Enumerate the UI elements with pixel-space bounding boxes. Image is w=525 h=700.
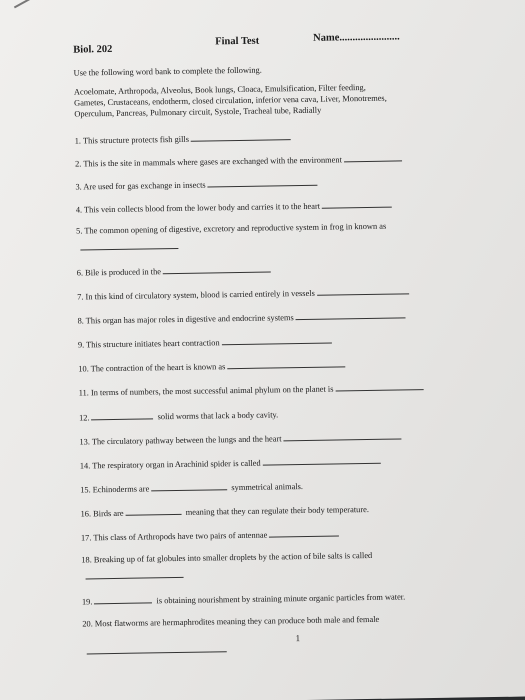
- question-3: [75, 176, 319, 192]
- question-text: 18. Breaking up of fat globules into smaller droplets by the action of bile salts is called: [81, 550, 373, 565]
- question-text: 11. In terms of numbers, the most successful animal phylum on the planet is: [78, 384, 334, 398]
- question-20-blank: [85, 642, 229, 656]
- question-9: [78, 334, 334, 350]
- word-bank-line: Acoelomate, Arthropoda, Alveolus, Book lungs, Cloaca, Emulsification, Filter feeding,: [73, 82, 366, 97]
- question-text: 17. This class of Arthropods have two pairs of antennae: [80, 530, 268, 543]
- question-5-blank: [78, 239, 180, 253]
- answer-blank: [163, 262, 271, 274]
- answer-blank: [227, 357, 345, 369]
- question-text-end: meaning that they can regulate their body temperature.: [185, 504, 369, 517]
- question-text: 1. This structure protects fish gills: [74, 134, 190, 146]
- question-text: 10. The contraction of the heart is known as: [78, 362, 226, 374]
- question-text: 16. Birds are: [80, 508, 124, 519]
- question-text: 3. Are used for gas exchange in insects: [75, 180, 206, 192]
- question-text: 5. The common opening of digestive, excretory and reproductive system in frog in known as: [76, 221, 387, 236]
- question-6: [77, 262, 273, 277]
- answer-blank: [151, 480, 227, 491]
- answer-blank: [191, 130, 291, 142]
- question-4: [76, 198, 394, 215]
- question-number: 19.: [81, 597, 93, 607]
- answer-blank: [322, 198, 392, 209]
- question-8: [77, 308, 407, 325]
- question-10: [78, 357, 347, 373]
- answer-blank: [208, 176, 318, 188]
- question-text: 2. This is the site in mammals where gases are exchanged with the environment: [74, 155, 342, 169]
- answer-blank: [125, 505, 181, 516]
- answer-blank: [263, 454, 381, 466]
- question-18: [81, 551, 372, 565]
- question-text: 8. This organ has major roles in digestive and endocrine systems: [77, 313, 294, 326]
- question-13: [79, 429, 403, 446]
- question-7: [77, 284, 411, 301]
- question-14: [80, 454, 383, 471]
- question-1: [75, 130, 293, 145]
- question-17: [81, 526, 342, 542]
- question-text: 15. Echinoderms are: [80, 484, 150, 495]
- page-number: 1: [295, 633, 301, 644]
- question-text: 4. This vein collects blood from the lower body and carries it to the heart: [75, 201, 321, 215]
- question-18-blank: [83, 568, 185, 582]
- answer-blank: [85, 568, 183, 580]
- question-20: [82, 615, 379, 629]
- question-15: [80, 479, 303, 494]
- course-label: Biol. 202: [73, 43, 113, 56]
- answer-blank: [344, 151, 402, 162]
- answer-blank: [296, 308, 406, 320]
- answer-blank: [283, 429, 401, 441]
- question-2: [75, 151, 404, 168]
- answer-blank: [94, 593, 152, 604]
- question-16: [80, 502, 369, 519]
- question-text-end: symmetrical animals.: [231, 482, 304, 493]
- question-text: 9. This structure initiates heart contraction: [77, 338, 220, 350]
- word-bank-line: Operculum, Pancreas, Pulmonary circuit, Systole, Tracheal tube, Radially: [74, 105, 322, 119]
- answer-blank: [221, 334, 331, 346]
- question-text: 7. In this kind of circulatory system, blood is carried entirely in vessels: [77, 288, 315, 302]
- answer-blank: [87, 642, 227, 654]
- instructions: Use the following word bank to complete the following.: [73, 65, 262, 78]
- question-number: 12.: [78, 413, 90, 423]
- name-field: Name.......................: [313, 31, 400, 44]
- question-11: [79, 380, 426, 397]
- answer-blank: [317, 284, 409, 295]
- pen-mark: [14, 0, 41, 8]
- answer-blank: [269, 526, 339, 537]
- question-text: 6. Bile is produced in the: [76, 267, 162, 278]
- question-5: [76, 222, 386, 236]
- question-text: 20. Most flatworms are hermaphrodites meaning they can produce both male and female: [82, 614, 380, 629]
- answer-blank: [335, 380, 423, 391]
- question-text: is obtaining nourishment by straining minute organic particles from water.: [156, 592, 406, 606]
- question-19: [82, 589, 405, 606]
- question-text: 14. The respiratory organ in Arachinid spider is called: [79, 458, 261, 471]
- question-text: solid worms that lack a body cavity.: [157, 410, 279, 422]
- question-12: [79, 407, 278, 422]
- answer-blank: [91, 409, 153, 420]
- question-text: 13. The circulatory pathway between the lungs and the heart: [79, 434, 282, 447]
- word-bank-line: Gametes, Crustaceans, endotherm, closed circulation, inferior vena cava, Liver, Monotremes,: [74, 93, 387, 108]
- test-title: Final Test: [215, 35, 260, 48]
- answer-blank: [80, 239, 178, 251]
